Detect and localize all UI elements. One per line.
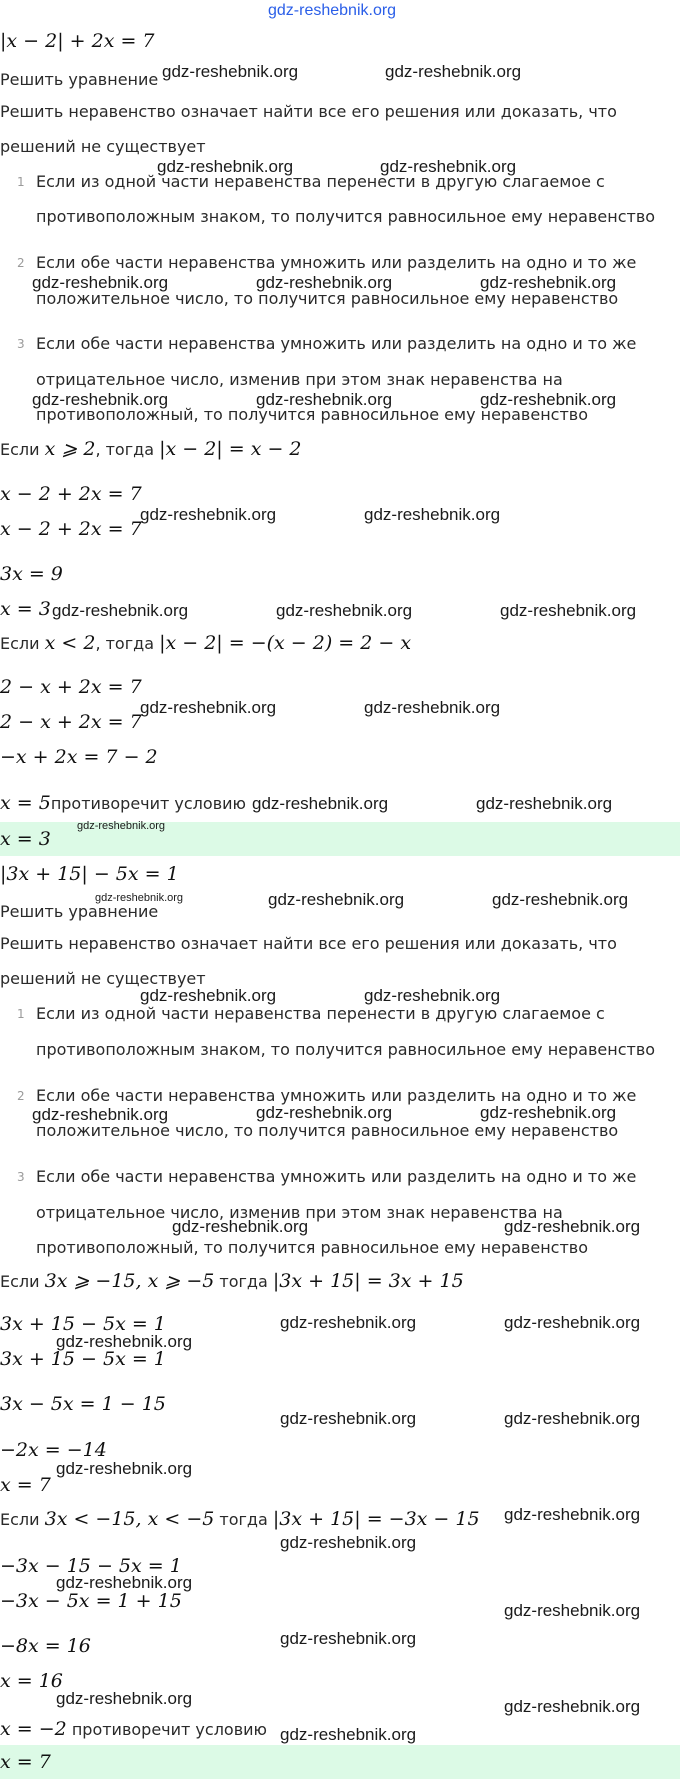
task2-rule1-line1: Если из одной части неравенства перенести в другую слагаемое с — [36, 1004, 605, 1023]
case-expression: |x − 2| = −(x − 2) = 2 − x — [159, 632, 412, 654]
task1-case1-condition — [0, 438, 302, 460]
watermark: gdz-reshebnik.org — [476, 794, 613, 813]
watermark: gdz-reshebnik.org — [276, 601, 413, 620]
task1-case2-condition — [0, 632, 411, 654]
watermark: gdz-reshebnik.org — [56, 1332, 193, 1351]
task2-rule1-number: 1 — [17, 1007, 25, 1021]
watermark: gdz-reshebnik.org — [280, 1629, 417, 1648]
watermark: gdz-reshebnik.org — [157, 157, 294, 176]
watermark: gdz-reshebnik.org — [172, 1217, 309, 1236]
if-word: Если — [0, 1272, 40, 1291]
task2-case2-condition — [0, 1508, 480, 1530]
watermark: gdz-reshebnik.org — [56, 1573, 193, 1592]
watermark: gdz-reshebnik.org — [504, 1601, 641, 1620]
task2-rule1-line2: противоположным знаком, то получится равносильное ему неравенство — [36, 1040, 656, 1059]
task2-case2-step4: x = 16 — [0, 1670, 63, 1692]
task1-rule2-number: 2 — [17, 256, 25, 270]
task1-heading: Решить уравнение — [0, 70, 159, 89]
task2-case2-step1: −3x − 15 − 5x = 1 — [0, 1555, 182, 1577]
task1-case1-step4: x = 3 — [0, 598, 51, 620]
task2-case1-step2: 3x + 15 − 5x = 1 — [0, 1348, 166, 1370]
task2-rule3-number: 3 — [17, 1170, 25, 1184]
task1-intro-line2: решений не существует — [0, 137, 206, 156]
task1-equation: |x − 2| + 2x = 7 — [0, 30, 155, 52]
watermark: gdz-reshebnik.org — [504, 1217, 641, 1236]
watermark: gdz-reshebnik.org — [32, 273, 169, 292]
task2-rule2-line1: Если обе части неравенства умножить или разделить на одно и то же — [36, 1086, 637, 1105]
task2-answer: x = 7 — [0, 1751, 51, 1773]
task2-equation: |3x + 15| − 5x = 1 — [0, 863, 179, 885]
watermark: gdz-reshebnik.org — [280, 1409, 417, 1428]
task1-rule1-line1: Если из одной части неравенства перенести в другую слагаемое с — [36, 172, 605, 191]
watermark: gdz-reshebnik.org — [504, 1313, 641, 1332]
case-expression: |x − 2| = x − 2 — [159, 438, 302, 460]
task2-intro-line1: Решить неравенство означает найти все его решения или доказать, что — [0, 934, 617, 953]
watermark: gdz-reshebnik.org — [480, 390, 617, 409]
then-word: тогда — [214, 1510, 273, 1529]
task2-rule2-number: 2 — [17, 1089, 25, 1103]
task2-case2-step2: −3x − 5x = 1 + 15 — [0, 1590, 182, 1612]
watermark: gdz-reshebnik.org — [95, 892, 184, 904]
task2-case1-step1: 3x + 15 − 5x = 1 — [0, 1313, 166, 1335]
site-watermark-top[interactable]: gdz-reshebnik.org — [268, 2, 397, 19]
case-expression: |3x + 15| = 3x + 15 — [272, 1270, 464, 1292]
task2-case1-step4: −2x = −14 — [0, 1439, 107, 1461]
watermark: gdz-reshebnik.org — [364, 505, 501, 524]
task2-rule2-line2: положительное число, то получится равносильное ему неравенство — [36, 1121, 619, 1140]
watermark: gdz-reshebnik.org — [280, 1725, 417, 1744]
task1-case1-step2: x − 2 + 2x = 7 — [0, 518, 142, 540]
watermark: gdz-reshebnik.org — [32, 1105, 169, 1124]
watermark: gdz-reshebnik.org — [32, 390, 169, 409]
case-expression: |3x + 15| = −3x − 15 — [272, 1508, 480, 1530]
task1-answer: x = 3 — [0, 828, 51, 850]
task1-case1-step3: 3x = 9 — [0, 563, 63, 585]
task2-case1-condition — [0, 1270, 464, 1292]
watermark: gdz-reshebnik.org — [380, 157, 517, 176]
task2-case2-step3: −8x = 16 — [0, 1635, 91, 1657]
case-condition: 3x ⩾ −15, x ⩾ −5 — [44, 1270, 215, 1292]
watermark: gdz-reshebnik.org — [504, 1505, 641, 1524]
watermark: gdz-reshebnik.org — [280, 1533, 417, 1552]
task1-case2-step3: −x + 2x = 7 − 2 — [0, 746, 158, 768]
then-word: тогда — [214, 1272, 273, 1291]
watermark: gdz-reshebnik.org — [256, 273, 393, 292]
watermark: gdz-reshebnik.org — [364, 698, 501, 717]
task2-rule3-line1: Если обе части неравенства умножить или разделить на одно и то же — [36, 1167, 637, 1186]
watermark: gdz-reshebnik.org — [140, 698, 277, 717]
task2-case2-contradiction — [0, 1718, 267, 1740]
task2-rule3-line2: отрицательное число, изменив при этом знак неравенства на — [36, 1203, 563, 1222]
watermark: gdz-reshebnik.org — [162, 62, 299, 81]
watermark: gdz-reshebnik.org — [504, 1697, 641, 1716]
task1-rule3-line3: противоположный, то получится равносильное ему неравенство — [36, 405, 588, 424]
task1-rule1-number: 1 — [17, 175, 25, 189]
watermark: gdz-reshebnik.org — [256, 1103, 393, 1122]
watermark: gdz-reshebnik.org — [252, 794, 389, 813]
task1-case2-step1: 2 − x + 2x = 7 — [0, 676, 142, 698]
task1-case2-contradiction — [0, 792, 246, 814]
task2-rule3-line3: противоположный, то получится равносильное ему неравенство — [36, 1238, 588, 1257]
case-condition: x < 2 — [44, 632, 96, 654]
contradiction-value: x = 5 — [0, 792, 51, 814]
task1-intro-line1: Решить неравенство означает найти все его решения или доказать, что — [0, 102, 617, 121]
watermark: gdz-reshebnik.org — [500, 601, 637, 620]
task1-rule2-line1: Если обе части неравенства умножить или разделить на одно и то же — [36, 253, 637, 272]
task1-rule2-line2: положительное число, то получится равносильное ему неравенство — [36, 289, 619, 308]
task1-rule3-line2: отрицательное число, изменив при этом знак неравенства на — [36, 370, 563, 389]
contradiction-value: x = −2 — [0, 1718, 67, 1740]
watermark: gdz-reshebnik.org — [280, 1313, 417, 1332]
watermark: gdz-reshebnik.org — [480, 273, 617, 292]
watermark: gdz-reshebnik.org — [480, 1103, 617, 1122]
task1-case2-step2: 2 − x + 2x = 7 — [0, 711, 142, 733]
task2-case1-step3: 3x − 5x = 1 − 15 — [0, 1393, 166, 1415]
watermark: gdz-reshebnik.org — [77, 820, 166, 832]
watermark: gdz-reshebnik.org — [504, 1409, 641, 1428]
task2-intro-line2: решений не существует — [0, 969, 206, 988]
watermark: gdz-reshebnik.org — [56, 1459, 193, 1478]
watermark: gdz-reshebnik.org — [140, 986, 277, 1005]
if-word: Если — [0, 1510, 40, 1529]
watermark: gdz-reshebnik.org — [364, 986, 501, 1005]
task1-rule3-number: 3 — [17, 337, 25, 351]
watermark: gdz-reshebnik.org — [385, 62, 522, 81]
contradiction-text: противоречит условию — [66, 1720, 267, 1739]
watermark: gdz-reshebnik.org — [268, 890, 405, 909]
task1-rule1-line2: противоположным знаком, то получится равносильное ему неравенство — [36, 207, 656, 226]
then-word: , тогда — [95, 440, 154, 459]
task1-rule3-line1: Если обе части неравенства умножить или разделить на одно и то же — [36, 334, 637, 353]
contradiction-text: противоречит условию — [50, 794, 246, 813]
watermark: gdz-reshebnik.org — [52, 601, 189, 620]
if-word: Если — [0, 440, 40, 459]
then-word: , тогда — [95, 634, 154, 653]
watermark: gdz-reshebnik.org — [56, 1689, 193, 1708]
watermark: gdz-reshebnik.org — [256, 390, 393, 409]
if-word: Если — [0, 634, 40, 653]
watermark: gdz-reshebnik.org — [140, 505, 277, 524]
watermark: gdz-reshebnik.org — [492, 890, 629, 909]
case-condition: x ⩾ 2 — [44, 438, 96, 460]
case-condition: 3x < −15, x < −5 — [44, 1508, 215, 1530]
task2-heading: Решить уравнение — [0, 902, 159, 921]
task1-case1-step1: x − 2 + 2x = 7 — [0, 483, 142, 505]
task2-case1-step5: x = 7 — [0, 1474, 51, 1496]
task2-answer-highlight — [0, 1745, 680, 1779]
